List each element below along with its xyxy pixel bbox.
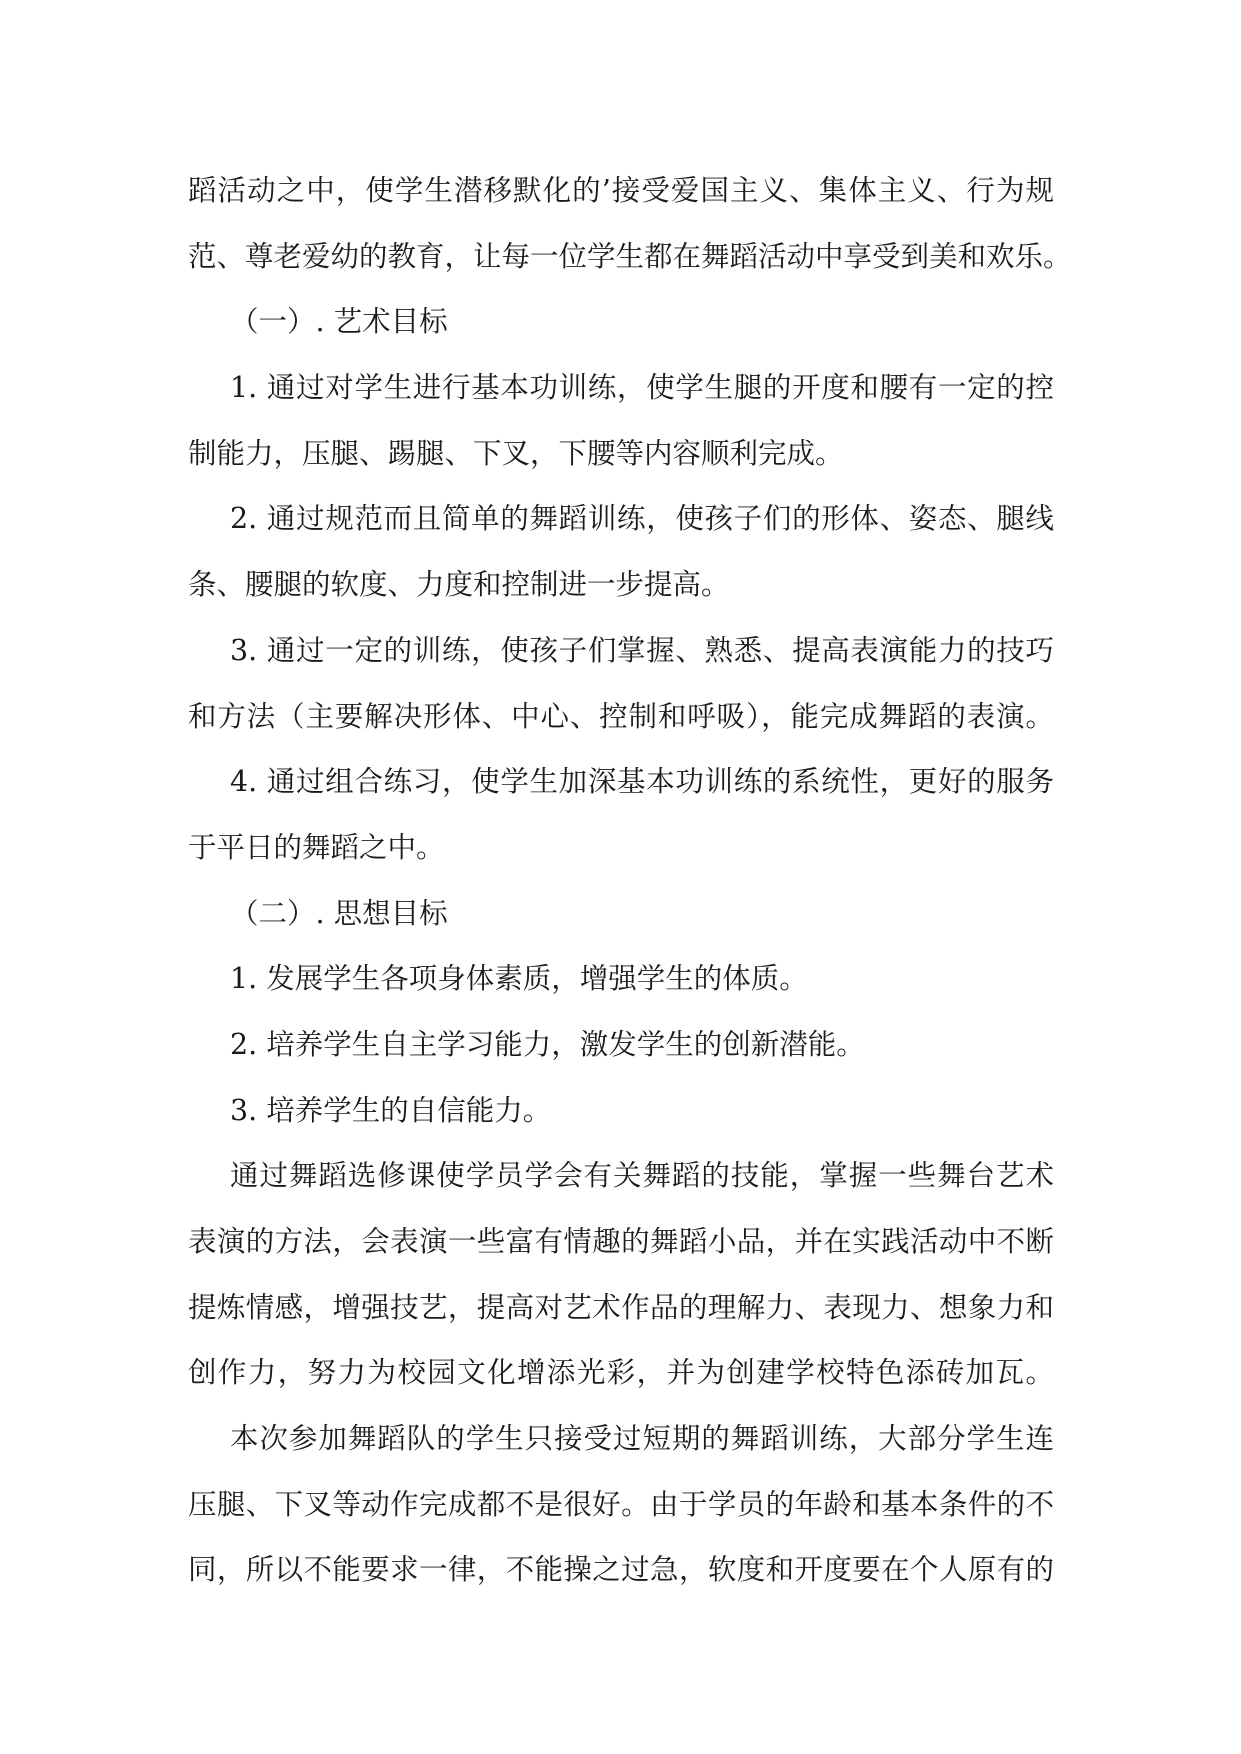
text-line: 蹈活动之中，使学生潜移默化的’接受爱国主义、集体主义、行为规	[188, 174, 1054, 207]
list-item-thought-3: 3. 培养学生的自信能力。	[230, 1093, 552, 1127]
list-item-art-2: 2. 通过规范而且简单的舞蹈训练，使孩子们的形体、姿态、腿线	[230, 502, 1054, 536]
list-item-art-1: 1. 通过对学生进行基本功训练，使学生腿的开度和腰有一定的控	[230, 371, 1054, 405]
paragraph-line: 通过舞蹈选修课使学员学会有关舞蹈的技能，掌握一些舞台艺术	[230, 1159, 1054, 1193]
paragraph-line: 本次参加舞蹈队的学生只接受过短期的舞蹈训练，大部分学生连	[230, 1422, 1054, 1456]
paragraph-line: 创作力，努力为校园文化增添光彩，并为创建学校特色添砖加瓦。	[188, 1356, 1054, 1390]
text-line: 和方法（主要解决形体、中心、控制和呼吸），能完成舞蹈的表演。	[188, 699, 1054, 733]
list-item-thought-1: 1. 发展学生各项身体素质，增强学生的体质。	[230, 962, 808, 996]
text-line: 范、尊老爱幼的教育，让每一位学生都在舞蹈活动中享受到美和欢乐。	[188, 239, 1072, 273]
section-heading-art-goals: （一）. 艺术目标	[230, 305, 448, 339]
list-item-art-4: 4. 通过组合练习，使学生加深基本功训练的系统性，更好的服务	[230, 765, 1054, 799]
document-body	[188, 158, 1072, 1603]
section-heading-thought-goals: （二）. 思想目标	[230, 896, 448, 930]
paragraph-line: 提炼情感，增强技艺，提高对艺术作品的理解力、表现力、想象力和	[188, 1290, 1054, 1324]
list-item-thought-2: 2. 培养学生自主学习能力，激发学生的创新潜能。	[230, 1027, 865, 1061]
paragraph-line: 表演的方法，会表演一些富有情趣的舞蹈小品，并在实践活动中不断	[188, 1225, 1054, 1258]
list-item-art-3: 3. 通过一定的训练，使孩子们掌握、熟悉、提高表演能力的技巧	[230, 633, 1054, 667]
paragraph-line: 同，所以不能要求一律，不能操之过急，软度和开度要在个人原有的	[188, 1553, 1054, 1587]
text-line: 于平日的舞蹈之中。	[188, 830, 445, 864]
text-line: 条、腰腿的软度、力度和控制进一步提高。	[188, 568, 730, 602]
text-line: 制能力，压腿、踢腿、下叉，下腰等内容顺利完成。	[188, 436, 844, 470]
paragraph-line: 压腿、下叉等动作完成都不是很好。由于学员的年龄和基本条件的不	[188, 1487, 1054, 1521]
